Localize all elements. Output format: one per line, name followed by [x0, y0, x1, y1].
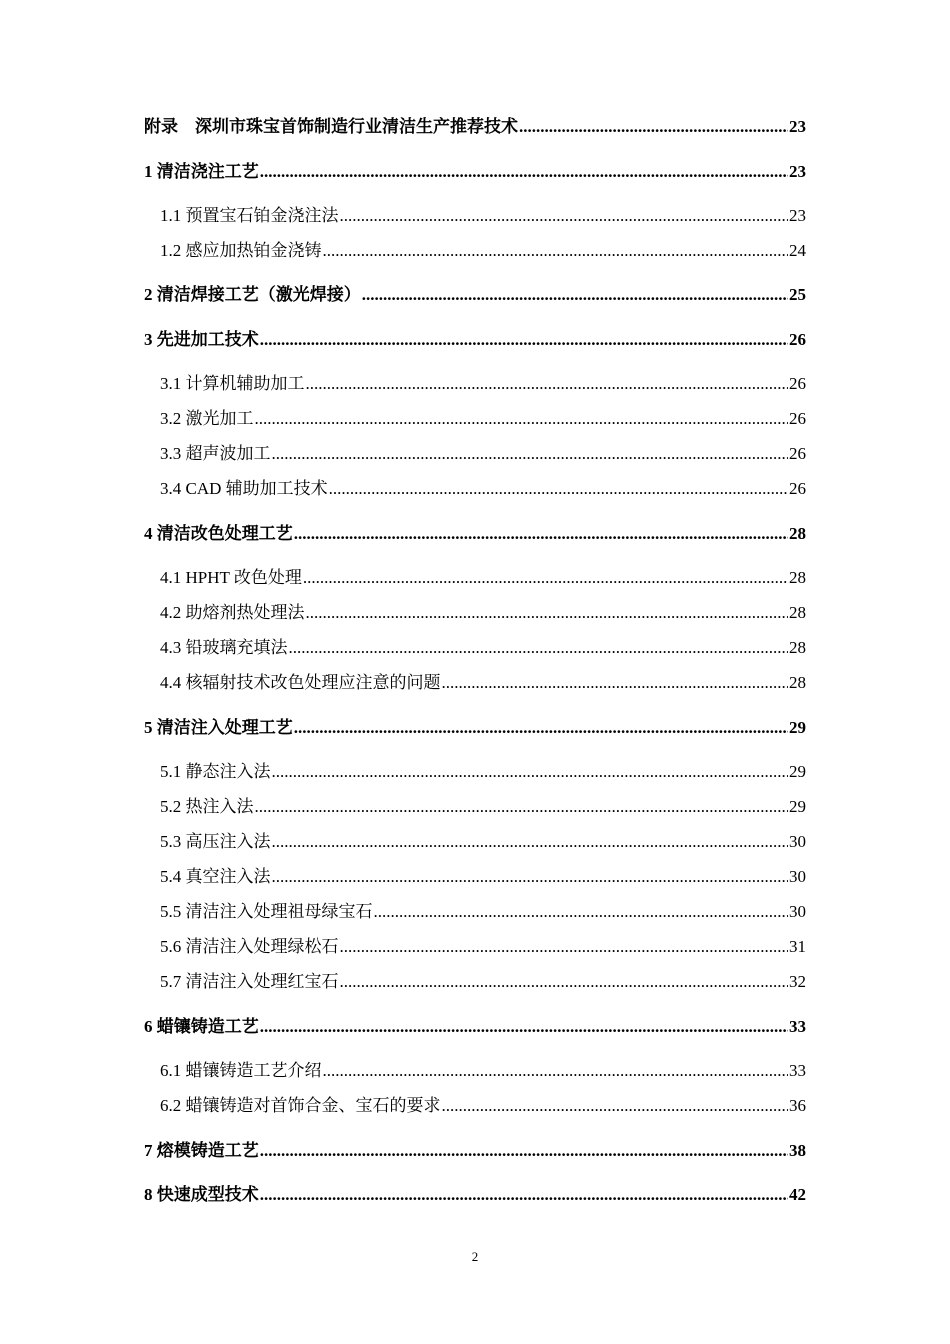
toc-entry-title: 8 快速成型技术 — [144, 1185, 259, 1204]
toc-entry-page: 30 — [789, 832, 806, 851]
toc-entry-title: 4 清洁改色处理工艺 — [144, 524, 293, 543]
toc-section[interactable] — [144, 1184, 806, 1206]
toc-entry-title: 1.2 感应加热铂金浇铸 — [160, 241, 322, 260]
dot-leader — [272, 831, 789, 853]
toc-subsection[interactable] — [144, 637, 806, 659]
toc-entry-page: 28 — [789, 524, 806, 543]
toc-section[interactable] — [144, 717, 806, 739]
toc-entry-page: 31 — [789, 937, 806, 956]
toc-entry-page: 23 — [789, 206, 806, 225]
toc-entry-page: 26 — [789, 330, 806, 349]
toc-entry-title: 6 蜡镶铸造工艺 — [144, 1017, 259, 1036]
toc-entry-page: 38 — [789, 1141, 806, 1160]
toc-entry-page: 28 — [789, 603, 806, 622]
toc-entry-page: 26 — [789, 444, 806, 463]
toc-entry-title: 6.1 蜡镶铸造工艺介绍 — [160, 1061, 322, 1080]
toc-entry-title: 附录 深圳市珠宝首饰制造行业清洁生产推荐技术 — [144, 117, 518, 136]
toc-entry-title: 5 清洁注入处理工艺 — [144, 718, 293, 737]
dot-leader — [272, 866, 789, 888]
dot-leader — [255, 796, 789, 818]
dot-leader — [340, 936, 789, 958]
dot-leader — [329, 478, 788, 500]
toc-entry-page: 36 — [789, 1096, 806, 1115]
toc-entry-page: 30 — [789, 867, 806, 886]
dot-leader — [260, 1140, 788, 1162]
toc-entry-page: 25 — [789, 285, 806, 304]
toc-entry-title: 1 清洁浇注工艺 — [144, 162, 259, 181]
toc-entry-page: 32 — [789, 972, 806, 991]
toc-entry-title: 5.3 高压注入法 — [160, 832, 271, 851]
toc-subsection[interactable] — [144, 971, 806, 993]
dot-leader — [323, 1060, 789, 1082]
dot-leader — [260, 1016, 788, 1038]
toc-section[interactable] — [144, 329, 806, 351]
dot-leader — [294, 523, 788, 545]
toc-entry-page: 33 — [789, 1061, 806, 1080]
toc-entry-page: 29 — [789, 762, 806, 781]
dot-leader — [362, 284, 788, 306]
dot-leader — [303, 567, 788, 589]
toc-entry-page: 29 — [789, 718, 806, 737]
toc-entry-page: 30 — [789, 902, 806, 921]
toc-entry-page: 24 — [789, 241, 806, 260]
toc-subsection[interactable] — [144, 478, 806, 500]
toc-entry-title: 7 熔模铸造工艺 — [144, 1141, 259, 1160]
toc-entry-title: 5.6 清洁注入处理绿松石 — [160, 937, 339, 956]
dot-leader — [306, 373, 789, 395]
toc-subsection[interactable] — [144, 831, 806, 853]
toc-entry-title: 4.3 铅玻璃充填法 — [160, 638, 288, 657]
toc-section[interactable] — [144, 284, 806, 306]
toc-subsection[interactable] — [144, 1060, 806, 1082]
toc-subsection[interactable] — [144, 373, 806, 395]
dot-leader — [374, 901, 789, 923]
toc-subsection[interactable] — [144, 936, 806, 958]
toc-entry-page: 42 — [789, 1185, 806, 1204]
toc-entry-page: 28 — [789, 673, 806, 692]
toc-entry-page: 28 — [789, 638, 806, 657]
toc-entry-title: 4.4 核辐射技术改色处理应注意的问题 — [160, 673, 441, 692]
toc-section[interactable] — [144, 161, 806, 183]
dot-leader — [260, 329, 788, 351]
toc-entry-page: 26 — [789, 479, 806, 498]
toc-entry-page: 29 — [789, 797, 806, 816]
toc-subsection[interactable] — [144, 1095, 806, 1117]
toc-entry-title: 4.1 HPHT 改色处理 — [160, 568, 302, 587]
toc-section[interactable] — [144, 1140, 806, 1162]
toc-section[interactable] — [144, 1016, 806, 1038]
toc-entry-title: 3.2 激光加工 — [160, 409, 254, 428]
page-number: 2 — [471, 1249, 479, 1264]
toc-entry-title: 3.1 计算机辅助加工 — [160, 374, 305, 393]
toc-entry-title: 5.4 真空注入法 — [160, 867, 271, 886]
toc-entry-page: 28 — [789, 568, 806, 587]
toc-entry-title: 5.7 清洁注入处理红宝石 — [160, 972, 339, 991]
dot-leader — [442, 1095, 789, 1117]
toc-subsection[interactable] — [144, 240, 806, 262]
dot-leader — [306, 602, 789, 624]
toc-entry-page: 23 — [789, 162, 806, 181]
toc-subsection[interactable] — [144, 408, 806, 430]
toc-subsection[interactable] — [144, 602, 806, 624]
toc-entry-title: 4.2 助熔剂热处理法 — [160, 603, 305, 622]
toc-entry-page: 26 — [789, 409, 806, 428]
toc-subsection[interactable] — [144, 796, 806, 818]
toc-entry-title: 1.1 预置宝石铂金浇注法 — [160, 206, 339, 225]
dot-leader — [272, 761, 789, 783]
toc-subsection[interactable] — [144, 866, 806, 888]
toc-entry-title: 5.2 热注入法 — [160, 797, 254, 816]
toc-subsection[interactable] — [144, 205, 806, 227]
toc-subsection[interactable] — [144, 761, 806, 783]
toc-entry-page: 33 — [789, 1017, 806, 1036]
toc-subsection[interactable] — [144, 901, 806, 923]
dot-leader — [323, 240, 789, 262]
toc-entry-page: 23 — [789, 117, 806, 136]
toc-section[interactable] — [144, 116, 806, 138]
dot-leader — [289, 637, 789, 659]
toc-subsection[interactable] — [144, 443, 806, 465]
dot-leader — [260, 1184, 788, 1206]
dot-leader — [340, 971, 789, 993]
dot-leader — [519, 116, 788, 138]
toc-entry-title: 2 清洁焊接工艺（激光焊接） — [144, 285, 361, 304]
dot-leader — [442, 672, 789, 694]
toc-subsection[interactable] — [144, 672, 806, 694]
toc-entry-title: 3.4 CAD 辅助加工技术 — [160, 479, 328, 498]
toc-entry-title: 6.2 蜡镶铸造对首饰合金、宝石的要求 — [160, 1096, 441, 1115]
toc-entry-page: 26 — [789, 374, 806, 393]
dot-leader — [255, 408, 789, 430]
toc-entry-title: 5.5 清洁注入处理祖母绿宝石 — [160, 902, 373, 921]
dot-leader — [340, 205, 789, 227]
toc-entry-title: 3.3 超声波加工 — [160, 444, 271, 463]
dot-leader — [294, 717, 788, 739]
toc-entry-title: 3 先进加工技术 — [144, 330, 259, 349]
dot-leader — [260, 161, 788, 183]
toc-entry-title: 5.1 静态注入法 — [160, 762, 271, 781]
toc-subsection[interactable] — [144, 567, 806, 589]
toc-section[interactable] — [144, 523, 806, 545]
dot-leader — [272, 443, 789, 465]
